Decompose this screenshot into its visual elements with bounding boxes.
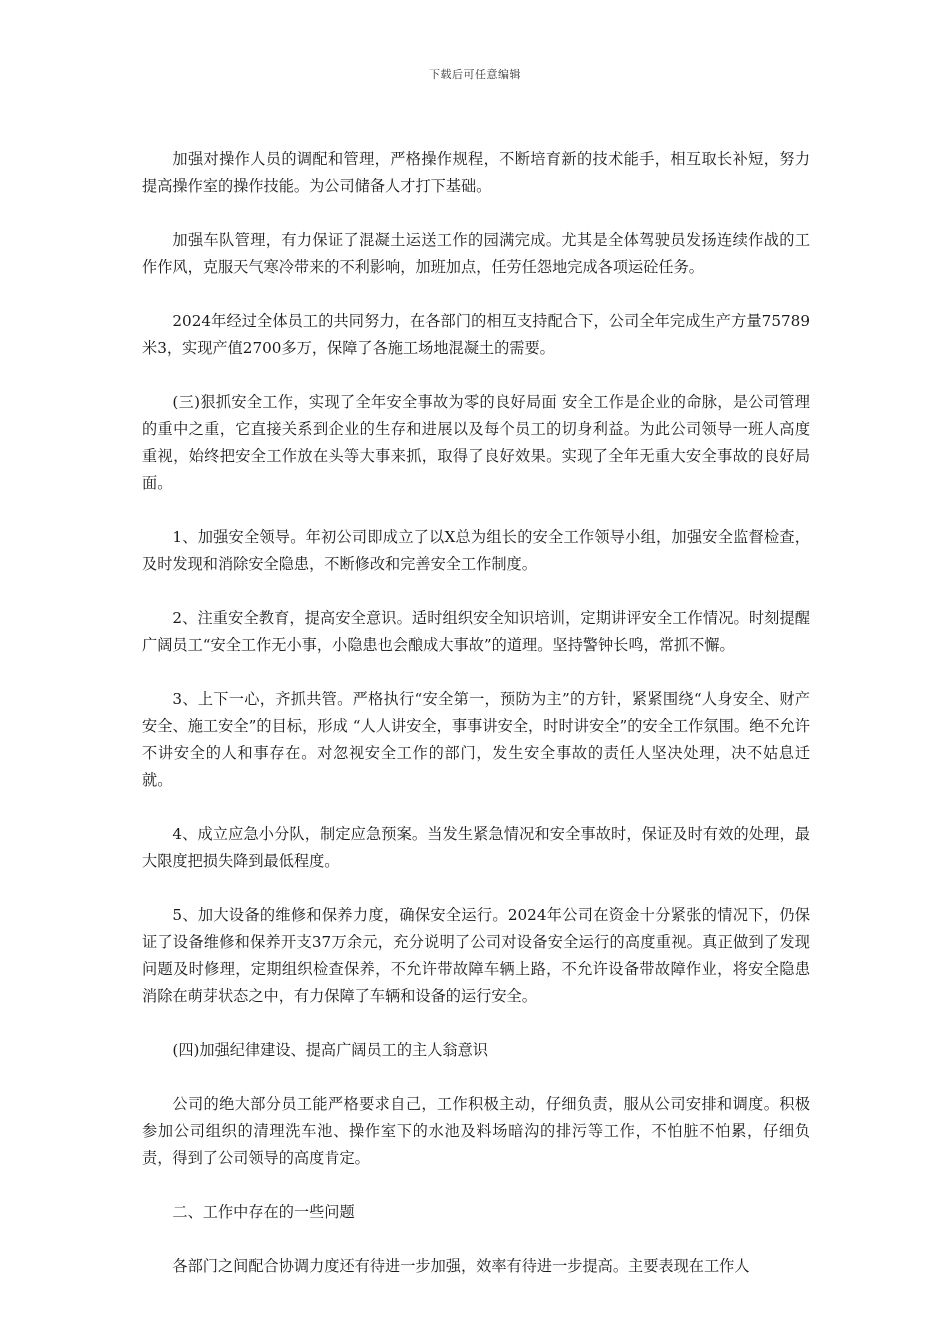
paragraph-annual-output: 2024年经过全体员工的共同努力，在各部门的相互支持配合下，公司全年完成生产方量75789米3，实现产值2700多万，保障了各施工场地混凝土的需要。 (142, 312, 810, 357)
paragraph-emergency-team: 4、成立应急小分队，制定应急预案。当发生紧急情况和安全事故时，保证及时有效的处理，最大限度把损失降到最低程度。 (142, 825, 810, 870)
paragraph-safety-overview: (三)狠抓安全工作，实现了全年安全事故为零的良好局面 安全工作是企业的命脉，是公司管理的重中之重，它直接关系到企业的生存和进展以及每个员工的切身利益。为此公司领导一班人高度重视，始终把安全工作放在头等大事来抓，取得了良好效果。实现了全年无重大安全事故的良好局面。 (142, 393, 810, 492)
section-heading-discipline: (四)加强纪律建设、提高广阔员工的主人翁意识 (172, 1041, 488, 1059)
paragraph-joint-management: 3、上下一心，齐抓共管。严格执行“安全第一，预防为主”的方针，紧紧围绕“人身安全、财产安全、施工安全”的目标，形成 “人人讲安全，事事讲安全，时时讲安全”的安全工作氛围。绝不允许不讲安全的人和事存在。对忽视安全工作的部门，发生安全事故的责任人坚决处理，决不姑息迁就。 (142, 690, 810, 789)
section-heading-problems: 二、工作中存在的一些问题 (172, 1203, 355, 1221)
header-note: 下载后可任意编辑 (429, 68, 521, 81)
document-body (142, 146, 810, 1307)
paragraph-equipment-maintenance: 5、加大设备的维修和保养力度，确保安全运行。2024年公司在资金十分紧张的情况下，仍保证了设备维修和保养开支37万余元，充分说明了公司对设备安全运行的高度重视。真正做到了发现问题及时修理，定期组织检查保养，不允许带故障车辆上路，不允许设备带故障作业，将安全隐患消除在萌芽状态之中，有力保障了车辆和设备的运行安全。 (142, 906, 810, 1005)
paragraph-coordination: 各部门之间配合协调力度还有待进一步加强，效率有待进一步提高。主要表现在工作人 (172, 1257, 750, 1275)
paragraph-safety-leadership: 1、加强安全领导。年初公司即成立了以X总为组长的安全工作领导小组，加强安全监督检查，及时发现和消除安全隐患，不断修改和完善安全工作制度。 (142, 528, 810, 573)
paragraph-safety-education: 2、注重安全教育，提高安全意识。适时组织安全知识培训，定期讲评安全工作情况。时刻提醒广阔员工“安全工作无小事，小隐患也会酿成大事故”的道理。坚持警钟长鸣，常抓不懈。 (142, 609, 810, 654)
paragraph-fleet-management: 加强车队管理，有力保证了混凝土运送工作的园满完成。尤其是全体驾驶员发扬连续作战的工作作风，克服天气寒冷带来的不利影响，加班加点，任劳任怨地完成各项运砼任务。 (142, 231, 810, 276)
paragraph-employee-conduct: 公司的绝大部分员工能严格要求自己，工作积极主动，仔细负责，服从公司安排和调度。积极参加公司组织的清理洗车池、操作室下的水池及料场暗沟的排污等工作，不怕脏不怕累，仔细负责，得到了公司领导的高度肯定。 (142, 1095, 810, 1167)
paragraph-operator-management: 加强对操作人员的调配和管理，严格操作规程，不断培育新的技术能手，相互取长补短，努力提高操作室的操作技能。为公司储备人才打下基础。 (142, 150, 810, 195)
